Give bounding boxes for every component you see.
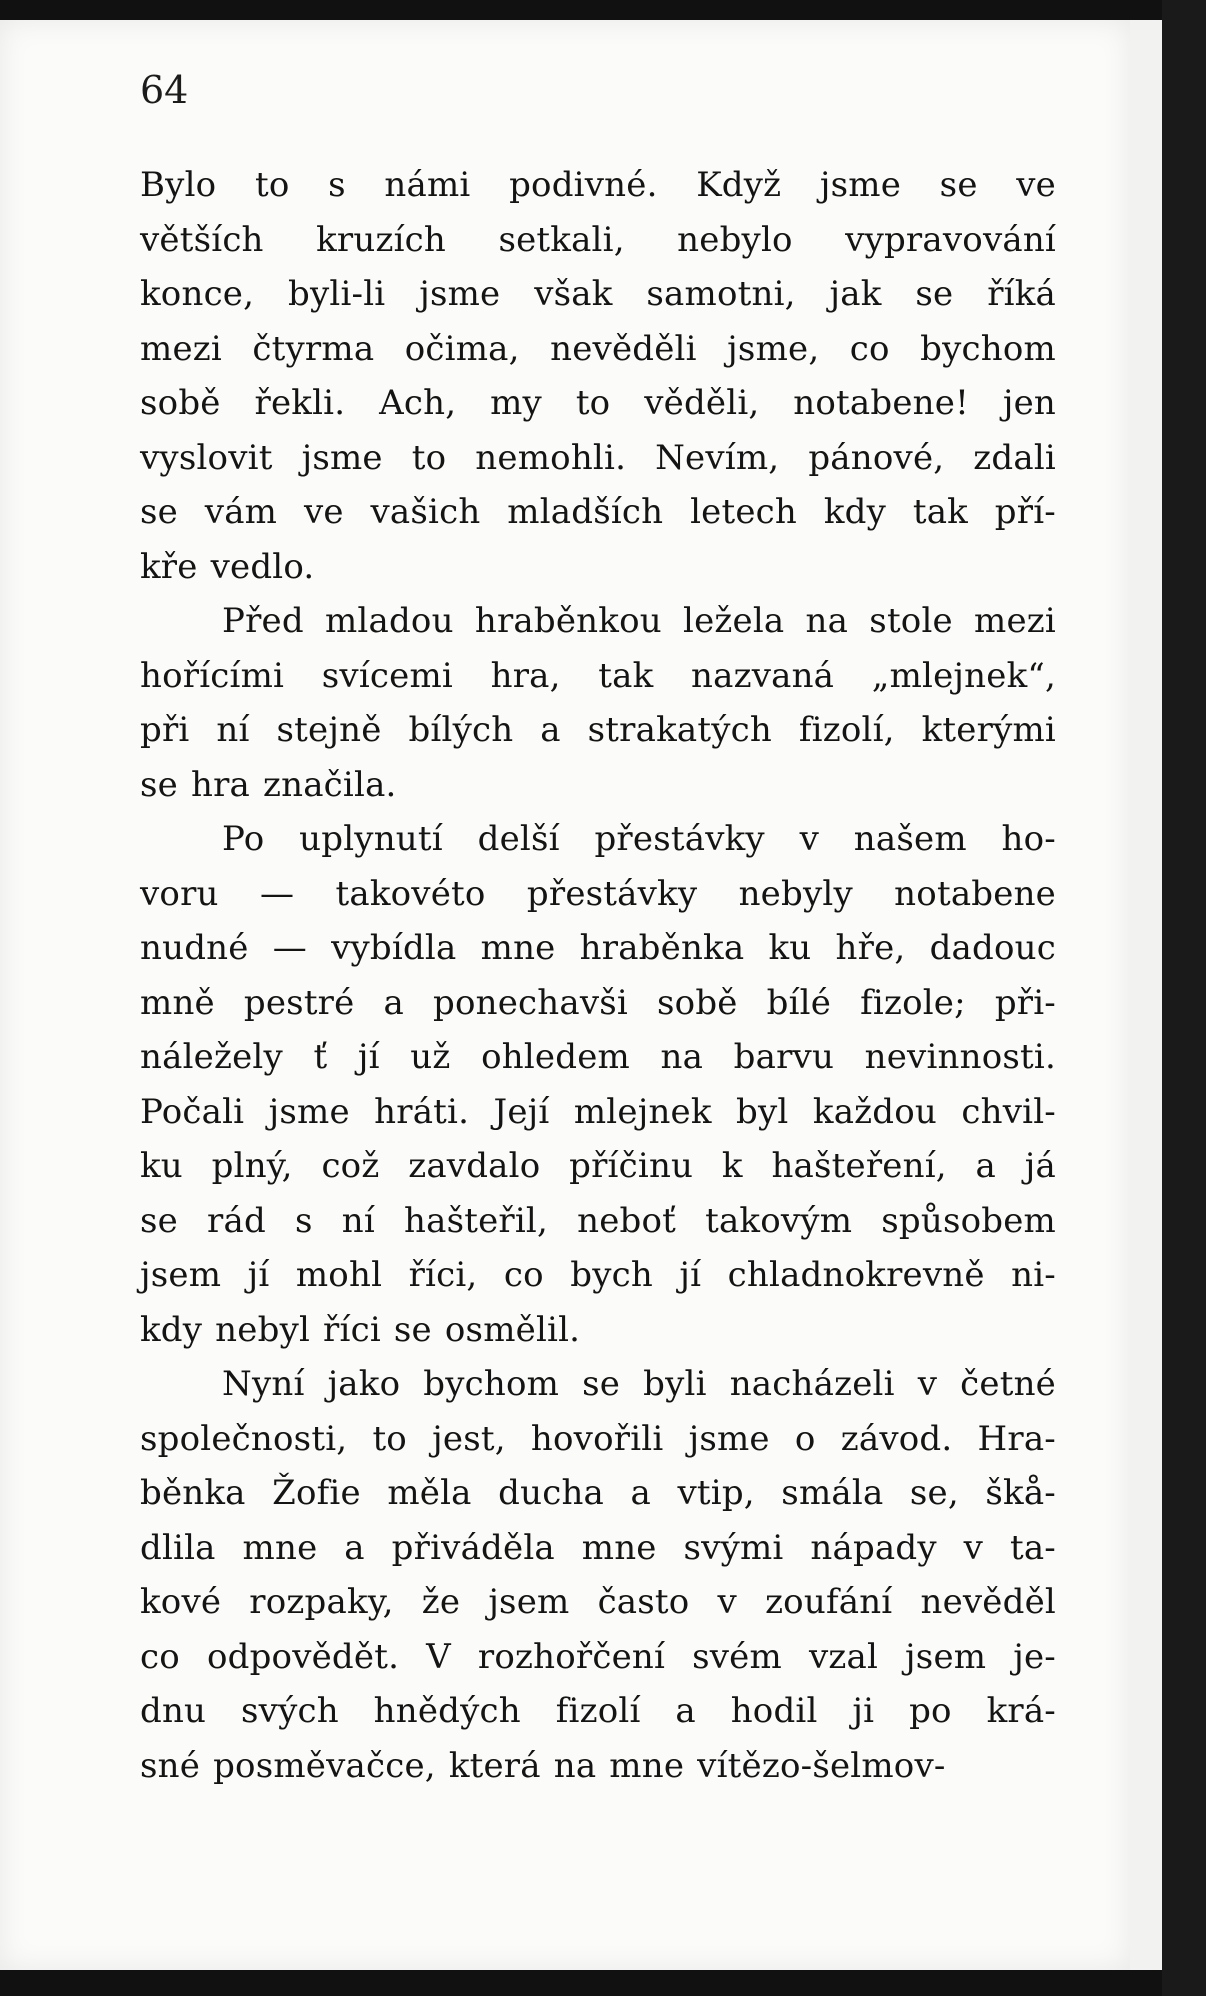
- text-line: společnosti, to jest, hovořili jsme o závod. Hra-: [140, 1418, 1056, 1459]
- text-line: dlila mne a přiváděla mne svými nápady v ta-: [140, 1527, 1056, 1568]
- text-line: Počali jsme hráti. Její mlejnek byl každou chvil-: [140, 1091, 1056, 1132]
- text-line: sné posměvačce, která na mne vítězo-šelmov-: [140, 1745, 946, 1786]
- text-line: kře vedlo.: [140, 546, 315, 587]
- text-line: mezi čtyrma očima, nevěděli jsme, co bychom: [140, 328, 1056, 369]
- text-line: vyslovit jsme to nemohli. Nevím, pánové, zdali: [140, 437, 1056, 478]
- text-line: se vám ve vašich mladších letech kdy tak pří-: [140, 492, 1056, 532]
- text-line: kové rozpaky, že jsem často v zoufání nevěděl: [140, 1582, 1056, 1622]
- text-line: kdy nebyl říci se osmělil.: [140, 1309, 581, 1350]
- paragraph: [140, 594, 1056, 812]
- text-line: běnka Žofie měla ducha a vtip, smála se, škå-: [140, 1473, 1056, 1513]
- paragraph: [140, 812, 1056, 1357]
- text-line: dnu svých hnědých fizolí a hodil ji po krá-: [140, 1691, 1056, 1731]
- text-line: Před mladou hraběnkou ležela na stole mezi: [222, 601, 1056, 641]
- text-line: Bylo to s námi podivné. Když jsme se ve: [140, 165, 1056, 205]
- text-line: se hra značila.: [140, 764, 397, 805]
- text-line: konce, byli-li jsme však samotni, jak se říká: [140, 274, 1056, 314]
- book-page: [0, 20, 1130, 1970]
- page-margin-strip: [1130, 20, 1162, 1970]
- text-line: se rád s ní hašteřil, neboť takovým spůsobem: [140, 1200, 1056, 1241]
- text-line: při ní stejně bílých a strakatých fizolí, kterými: [140, 710, 1056, 750]
- page-number: 64: [140, 68, 189, 112]
- text-line: Nyní jako bychom se byli nacházeli v četné: [222, 1364, 1056, 1404]
- paragraph: [140, 1357, 1056, 1793]
- text-line: Po uplynutí delší přestávky v našem ho-: [222, 819, 1056, 859]
- text-line: náležely ť jí už ohledem na barvu nevinnosti.: [140, 1037, 1056, 1077]
- paragraph: [140, 158, 1056, 594]
- scan-edge: [1162, 0, 1206, 1996]
- text-line: co odpovědět. V rozhořčení svém vzal jsem je-: [140, 1636, 1056, 1677]
- text-line: hořícími svícemi hra, tak nazvaná „mlejnek“,: [140, 655, 1056, 696]
- text-line: nudné — vybídla mne hraběnka ku hře, dadouc: [140, 928, 1056, 968]
- text-line: sobě řekli. Ach, my to věděli, notabene! jen: [140, 383, 1056, 423]
- body-text: [140, 158, 1056, 1793]
- text-line: větších kruzích setkali, nebylo vypravování: [140, 219, 1056, 260]
- text-line: ku plný, což zavdalo příčinu k hašteření, a já: [140, 1146, 1056, 1186]
- text-line: mně pestré a ponechavši sobě bílé fizole; při-: [140, 982, 1056, 1023]
- text-line: voru — takovéto přestávky nebyly notabene: [140, 873, 1056, 914]
- text-line: jsem jí mohl říci, co bych jí chladnokrevně ni-: [140, 1255, 1056, 1295]
